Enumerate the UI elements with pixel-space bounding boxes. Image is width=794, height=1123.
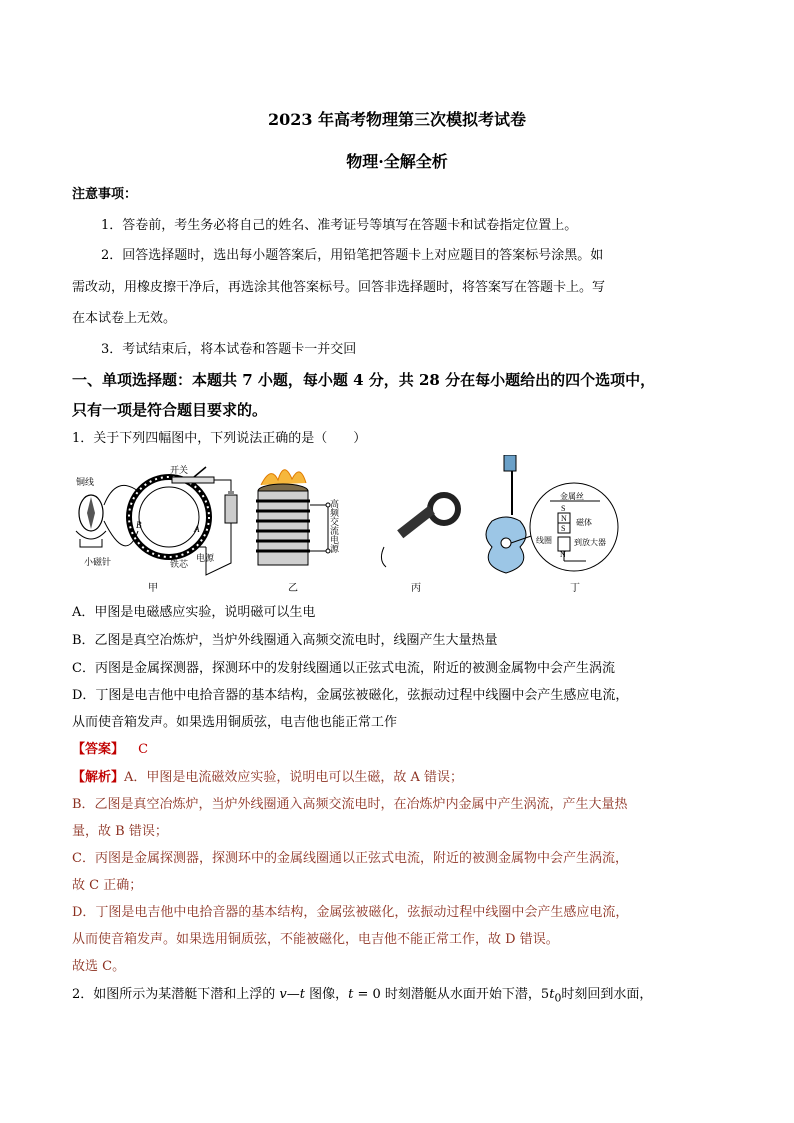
section-heading: 只有一项是符合题目要求的。	[72, 401, 268, 419]
q2-text: 图像，	[305, 987, 349, 1002]
label-wire: 金属丝	[560, 492, 584, 501]
q2-var-t0: t	[549, 987, 555, 1002]
figure-yi	[256, 470, 330, 565]
analysis-line: 故选 C。	[72, 959, 126, 974]
notice-item: 3．考试结束后，将本试卷和答题卡一并交回	[101, 342, 357, 357]
label-source: 电源	[196, 553, 215, 563]
analysis-line: 从而使音箱发声。如果选用铜质弦，不能被磁化，电吉他不能正常工作，故 D 错误。	[72, 932, 559, 947]
q2-var-t: t	[348, 987, 354, 1002]
label-s2: S	[561, 524, 566, 533]
analysis-row	[72, 768, 463, 788]
analysis-line: C．丙图是金属探测器，探测环中的金属线圈通以正弦式电流，附近的被测金属物中会产生涡流，	[72, 851, 628, 866]
label-n1: S	[561, 504, 566, 513]
label-a: A	[194, 524, 200, 534]
label-magnet: 磁体	[576, 518, 592, 527]
caption-bing: 丙	[411, 583, 421, 594]
section-heading: 一、单项选择题：本题共 7 小题，每小题 4 分，共 28 分在每小题给出的四个选项中，	[72, 371, 656, 389]
q2-subscript: 0	[554, 991, 562, 1005]
question-1-figures	[66, 455, 706, 595]
label-n-top: N	[560, 550, 566, 559]
figure-bing	[381, 495, 458, 567]
analysis-tag: 【解析】	[72, 770, 125, 785]
question-1-stem: 1．关于下列四幅图中，下列说法正确的是（ ）	[72, 431, 367, 446]
q2-dash: —	[286, 987, 300, 1002]
notice-item: 在本试卷上无效。	[72, 311, 177, 326]
label-amp: 到放大器	[574, 538, 606, 547]
label-copper: 铜线	[76, 477, 95, 487]
q2-text: 时刻回到水面，	[561, 987, 653, 1002]
option-d: D．丁图是电吉他中电拾音器的基本结构，金属弦被磁化，弦振动过程中线圈中会产生感应电流，	[72, 688, 629, 703]
q2-var-t: t	[299, 987, 305, 1002]
option-d-cont: 从而使音箱发声。如果选用铜质弦，电吉他也能正常工作	[72, 715, 398, 730]
analysis-line: B．乙图是真空冶炼炉，当炉外线圈通入高频交流电时，在冶炼炉内金属中产生涡流，产生大量热	[72, 797, 628, 812]
caption-jia: 甲	[148, 583, 158, 594]
option-c: C．丙图是金属探测器，探测环中的发射线圈通以正弦式电流，附近的被测金属物中会产生涡流	[72, 661, 615, 676]
label-core: 铁芯	[170, 559, 189, 569]
label-coil: 线圈	[536, 536, 552, 545]
page-subtitle: 物理·全解全析	[346, 152, 448, 171]
analysis-line: 故 C 正确；	[72, 878, 143, 893]
figure-strip	[66, 455, 706, 595]
label-switch: 开关	[170, 465, 189, 475]
notice-heading: 注意事项：	[72, 187, 138, 202]
figure-ding	[486, 455, 618, 573]
option-a: A．甲图是电磁感应实验，说明磁可以生电	[72, 605, 316, 620]
notice-item: 需改动，用橡皮擦干净后，再选涂其他答案标号。回答非选择题时，将答案写在答题卡上。写	[72, 280, 606, 295]
option-b: B．乙图是真空冶炼炉，当炉外线圈通入高频交流电时，线圈产生大量热量	[72, 633, 498, 648]
label-n2: N	[561, 514, 567, 523]
label-hf-source: 高频交流电源	[329, 499, 339, 553]
answer-tag: 【答案】	[72, 742, 125, 757]
label-b: B	[136, 520, 142, 530]
question-2-stem	[72, 985, 652, 1009]
label-needle: 小磁针	[84, 557, 112, 567]
notice-item: 1．答卷前，考生务必将自己的姓名、准考证号等填写在答题卡和试卷指定位置上。	[101, 218, 578, 233]
q2-text: = 0 时刻潜艇从水面开始下潜，5	[353, 987, 550, 1002]
analysis-line: D．丁图是电吉他中电拾音器的基本结构，金属弦被磁化，弦振动过程中线圈中会产生感应电流，	[72, 905, 629, 920]
answer-row	[72, 740, 148, 760]
notice-item: 2．回答选择题时，选出每小题答案后，用铅笔把答题卡上对应题目的答案标号涂黑。如	[101, 248, 604, 263]
q2-text: 2．如图所示为某潜艇下潜和上浮的	[72, 987, 280, 1002]
caption-ding: 丁	[570, 583, 580, 594]
q2-var-v: v	[279, 987, 287, 1002]
analysis-line: 量，故 B 错误；	[72, 824, 168, 839]
page-title: 2023 年高考物理第三次模拟考试卷	[267, 110, 527, 129]
caption-yi: 乙	[288, 583, 298, 594]
answer-value: C	[138, 742, 149, 757]
analysis-line: A．甲图是电流磁效应实验，说明电可以生磁，故 A 错误；	[124, 770, 464, 785]
